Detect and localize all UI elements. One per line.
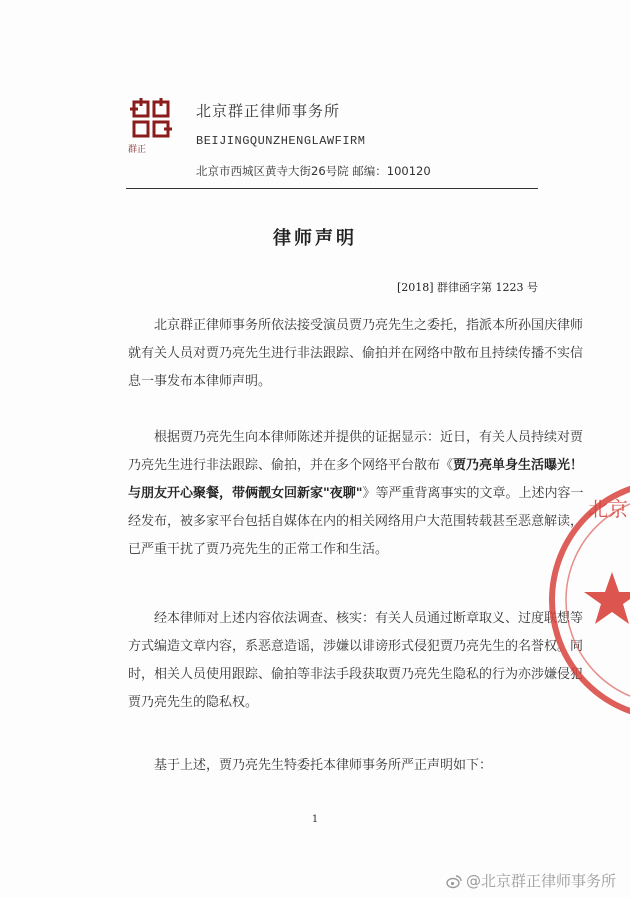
paragraph-3 [128, 605, 583, 717]
weibo-watermark [446, 870, 616, 891]
paragraph-line: 已严重干扰了贾乃亮先生的正常工作和生活。 [128, 542, 389, 557]
paragraph-text: 乃亮先生进行非法跟踪、偷拍，并在多个网络平台散布《 [128, 458, 454, 473]
paragraph-line: 经发布，被多家平台包括自媒体在内的相关网络用户大范围转载甚至恶意解读， [128, 514, 584, 529]
seal-star-icon [584, 572, 630, 624]
firm-logo [128, 96, 190, 160]
paragraph-line: 就有关人员对贾乃亮先生进行非法跟踪、偷拍并在网络中散布且持续传播不实信 [128, 346, 584, 361]
paragraph-line: 息一事发布本律师声明。 [128, 374, 272, 389]
paragraph-line: 根据贾乃亮先生向本律师陈述并提供的证据显示：近日，有关人员持续对贾 [154, 430, 584, 445]
paragraph-1 [128, 312, 583, 396]
firm-address: 北京市西城区黄寺大街26号院 邮编：100120 [196, 164, 431, 178]
weibo-icon [446, 873, 462, 889]
paragraph-line: 时，相关人员使用跟踪、偷拍等非法手段获取贾乃亮先生隐私的行为亦涉嫌侵犯 [128, 667, 584, 682]
article-title-bold: 与朋友开心聚餐，带俩靓女回新家"夜聊" [128, 486, 363, 501]
firm-name-en: BEIJINGQUNZHENGLAWFIRM [196, 134, 366, 148]
paragraph-line: 方式编造文章内容，系恶意造谣，涉嫌以诽谤形式侵犯贾乃亮先生的名誉权。同 [128, 639, 584, 654]
seal-text: 北京 [588, 497, 628, 521]
paragraph-line: 基于上述，贾乃亮先生特委托本律师事务所严正声明如下： [154, 758, 493, 773]
paragraph-line [128, 480, 584, 508]
official-seal [540, 470, 630, 730]
paragraph-text: 》等严重背离事实的文章。上述内容一 [362, 486, 584, 501]
page-number: 1 [311, 814, 319, 825]
firm-name-cn: 北京群正律师事务所 [196, 102, 341, 120]
paragraph-line [128, 452, 584, 480]
watermark-text: @北京群正律师事务所 [465, 872, 616, 890]
paragraph-line: 北京群正律师事务所依法接受演员贾乃亮先生之委托，指派本所孙国庆律师 [154, 318, 584, 333]
paragraph-4 [128, 752, 492, 780]
header-divider [126, 188, 538, 189]
paragraph-2 [128, 424, 584, 564]
logo-text: 群正 [128, 145, 147, 155]
document-number: [2018] 群律函字第 1223 号 [396, 281, 538, 294]
paragraph-line: 经本律师对上述内容依法调查、核实：有关人员通过断章取义、过度联想等 [154, 611, 584, 626]
document-title: 律师声明 [273, 228, 357, 249]
article-title-bold: 贾乃亮单身生活曝光！ [453, 458, 584, 473]
paragraph-line: 贾乃亮先生的隐私权。 [128, 695, 259, 710]
firm-logo-mark [128, 96, 174, 142]
